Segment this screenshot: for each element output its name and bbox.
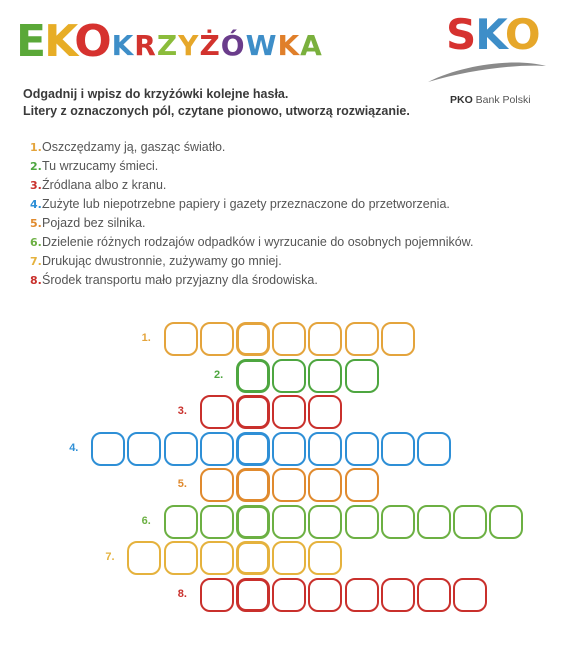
letter-cell[interactable] — [91, 432, 125, 466]
pko-bank-polski-label: PKO Bank Polski — [450, 94, 531, 106]
clue-item — [30, 176, 473, 195]
logo-eko: EKO — [16, 16, 110, 67]
letter-cell[interactable] — [308, 505, 342, 539]
clue-number: 1. — [30, 141, 42, 154]
letter-cell[interactable] — [272, 432, 306, 466]
clue-text: Drukując dwustronnie, zużywamy go mniej. — [42, 254, 282, 268]
logo-krzyzowka: KRZYŻÓWKA — [111, 29, 323, 62]
solution-letter-cell[interactable] — [236, 541, 270, 575]
letter-cell[interactable] — [453, 505, 487, 539]
letter-cell[interactable] — [308, 468, 342, 502]
clue-text: Tu wrzucamy śmieci. — [42, 159, 159, 173]
solution-letter-cell[interactable] — [236, 359, 270, 393]
letter-cell[interactable] — [345, 432, 379, 466]
clue-number: 5. — [30, 217, 42, 230]
clue-item — [30, 138, 473, 157]
letter-cell[interactable] — [308, 541, 342, 575]
letter-cell[interactable] — [272, 395, 306, 429]
clue-list — [30, 138, 473, 290]
clue-text: Oszczędzamy ją, gasząc światło. — [42, 140, 226, 154]
row-number-1: 1. — [141, 332, 151, 344]
letter-cell[interactable] — [381, 322, 415, 356]
letter-cell[interactable] — [381, 505, 415, 539]
letter-cell[interactable] — [200, 541, 234, 575]
letter-cell[interactable] — [200, 432, 234, 466]
clue-item — [30, 195, 473, 214]
letter-cell[interactable] — [417, 432, 451, 466]
clue-number: 3. — [30, 179, 42, 192]
clue-text: Pojazd bez silnika. — [42, 216, 146, 230]
clue-item — [30, 252, 473, 271]
sko-swoosh-icon — [424, 52, 548, 86]
clue-number: 8. — [30, 274, 42, 287]
solution-letter-cell[interactable] — [236, 432, 270, 466]
clue-item — [30, 157, 473, 176]
letter-cell[interactable] — [164, 505, 198, 539]
solution-letter-cell[interactable] — [236, 322, 270, 356]
clue-text: Dzielenie różnych rodzajów odpadków i wyrzucanie do osobnych pojemników. — [42, 235, 474, 249]
row-number-6: 6. — [141, 514, 151, 527]
instructions — [23, 86, 410, 120]
ekokrzyzowka-logo — [16, 14, 323, 67]
letter-cell[interactable] — [345, 468, 379, 502]
row-number-3: 3. — [177, 405, 187, 417]
clue-item — [30, 214, 473, 233]
letter-cell[interactable] — [200, 578, 234, 612]
letter-cell[interactable] — [200, 322, 234, 356]
letter-cell[interactable] — [308, 578, 342, 612]
letter-cell[interactable] — [308, 432, 342, 466]
letter-cell[interactable] — [417, 505, 451, 539]
instructions-line-1: Odgadnij i wpisz do krzyżówki kolejne hasła. — [23, 87, 289, 101]
clue-number: 7. — [30, 255, 42, 268]
letter-cell[interactable] — [417, 578, 451, 612]
clue-text: Środek transportu mało przyjazny dla środowiska. — [42, 273, 318, 287]
clue-item — [30, 271, 473, 290]
letter-cell[interactable] — [308, 359, 342, 393]
instructions-line-2: Litery z oznaczonych pól, czytane pionowo, utworzą rozwiązanie. — [23, 104, 410, 118]
letter-cell[interactable] — [453, 578, 487, 612]
letter-cell[interactable] — [127, 432, 161, 466]
letter-cell[interactable] — [345, 578, 379, 612]
sko-letters: SKO — [446, 10, 540, 59]
letter-cell[interactable] — [272, 541, 306, 575]
clue-number: 2. — [30, 160, 42, 173]
letter-cell[interactable] — [164, 541, 198, 575]
row-number-5: 5. — [177, 478, 187, 490]
clue-number: 6. — [30, 236, 42, 249]
row-number-8: 8. — [177, 587, 187, 600]
row-number-7: 7. — [105, 551, 115, 563]
letter-cell[interactable] — [200, 395, 234, 429]
letter-cell[interactable] — [308, 395, 342, 429]
clue-item — [30, 233, 473, 252]
sko-logo — [424, 10, 548, 106]
letter-cell[interactable] — [345, 322, 379, 356]
letter-cell[interactable] — [164, 432, 198, 466]
solution-letter-cell[interactable] — [236, 505, 270, 539]
letter-cell[interactable] — [164, 322, 198, 356]
letter-cell[interactable] — [200, 505, 234, 539]
letter-cell[interactable] — [345, 359, 379, 393]
letter-cell[interactable] — [272, 322, 306, 356]
letter-cell[interactable] — [127, 541, 161, 575]
row-number-4: 4. — [69, 441, 79, 454]
letter-cell[interactable] — [345, 505, 379, 539]
letter-cell[interactable] — [200, 468, 234, 502]
row-number-2: 2. — [214, 368, 224, 381]
letter-cell[interactable] — [308, 322, 342, 356]
clue-text: Źródlana albo z kranu. — [42, 178, 167, 192]
letter-cell[interactable] — [381, 432, 415, 466]
letter-cell[interactable] — [272, 359, 306, 393]
letter-cell[interactable] — [272, 505, 306, 539]
solution-letter-cell[interactable] — [236, 395, 270, 429]
letter-cell[interactable] — [381, 578, 415, 612]
solution-letter-cell[interactable] — [236, 578, 270, 612]
solution-letter-cell[interactable] — [236, 468, 270, 502]
letter-cell[interactable] — [272, 468, 306, 502]
clue-text: Zużyte lub niepotrzebne papiery i gazety przeznaczone do przetworzenia. — [42, 197, 450, 211]
letter-cell[interactable] — [489, 505, 523, 539]
clue-number: 4. — [30, 198, 42, 211]
letter-cell[interactable] — [272, 578, 306, 612]
